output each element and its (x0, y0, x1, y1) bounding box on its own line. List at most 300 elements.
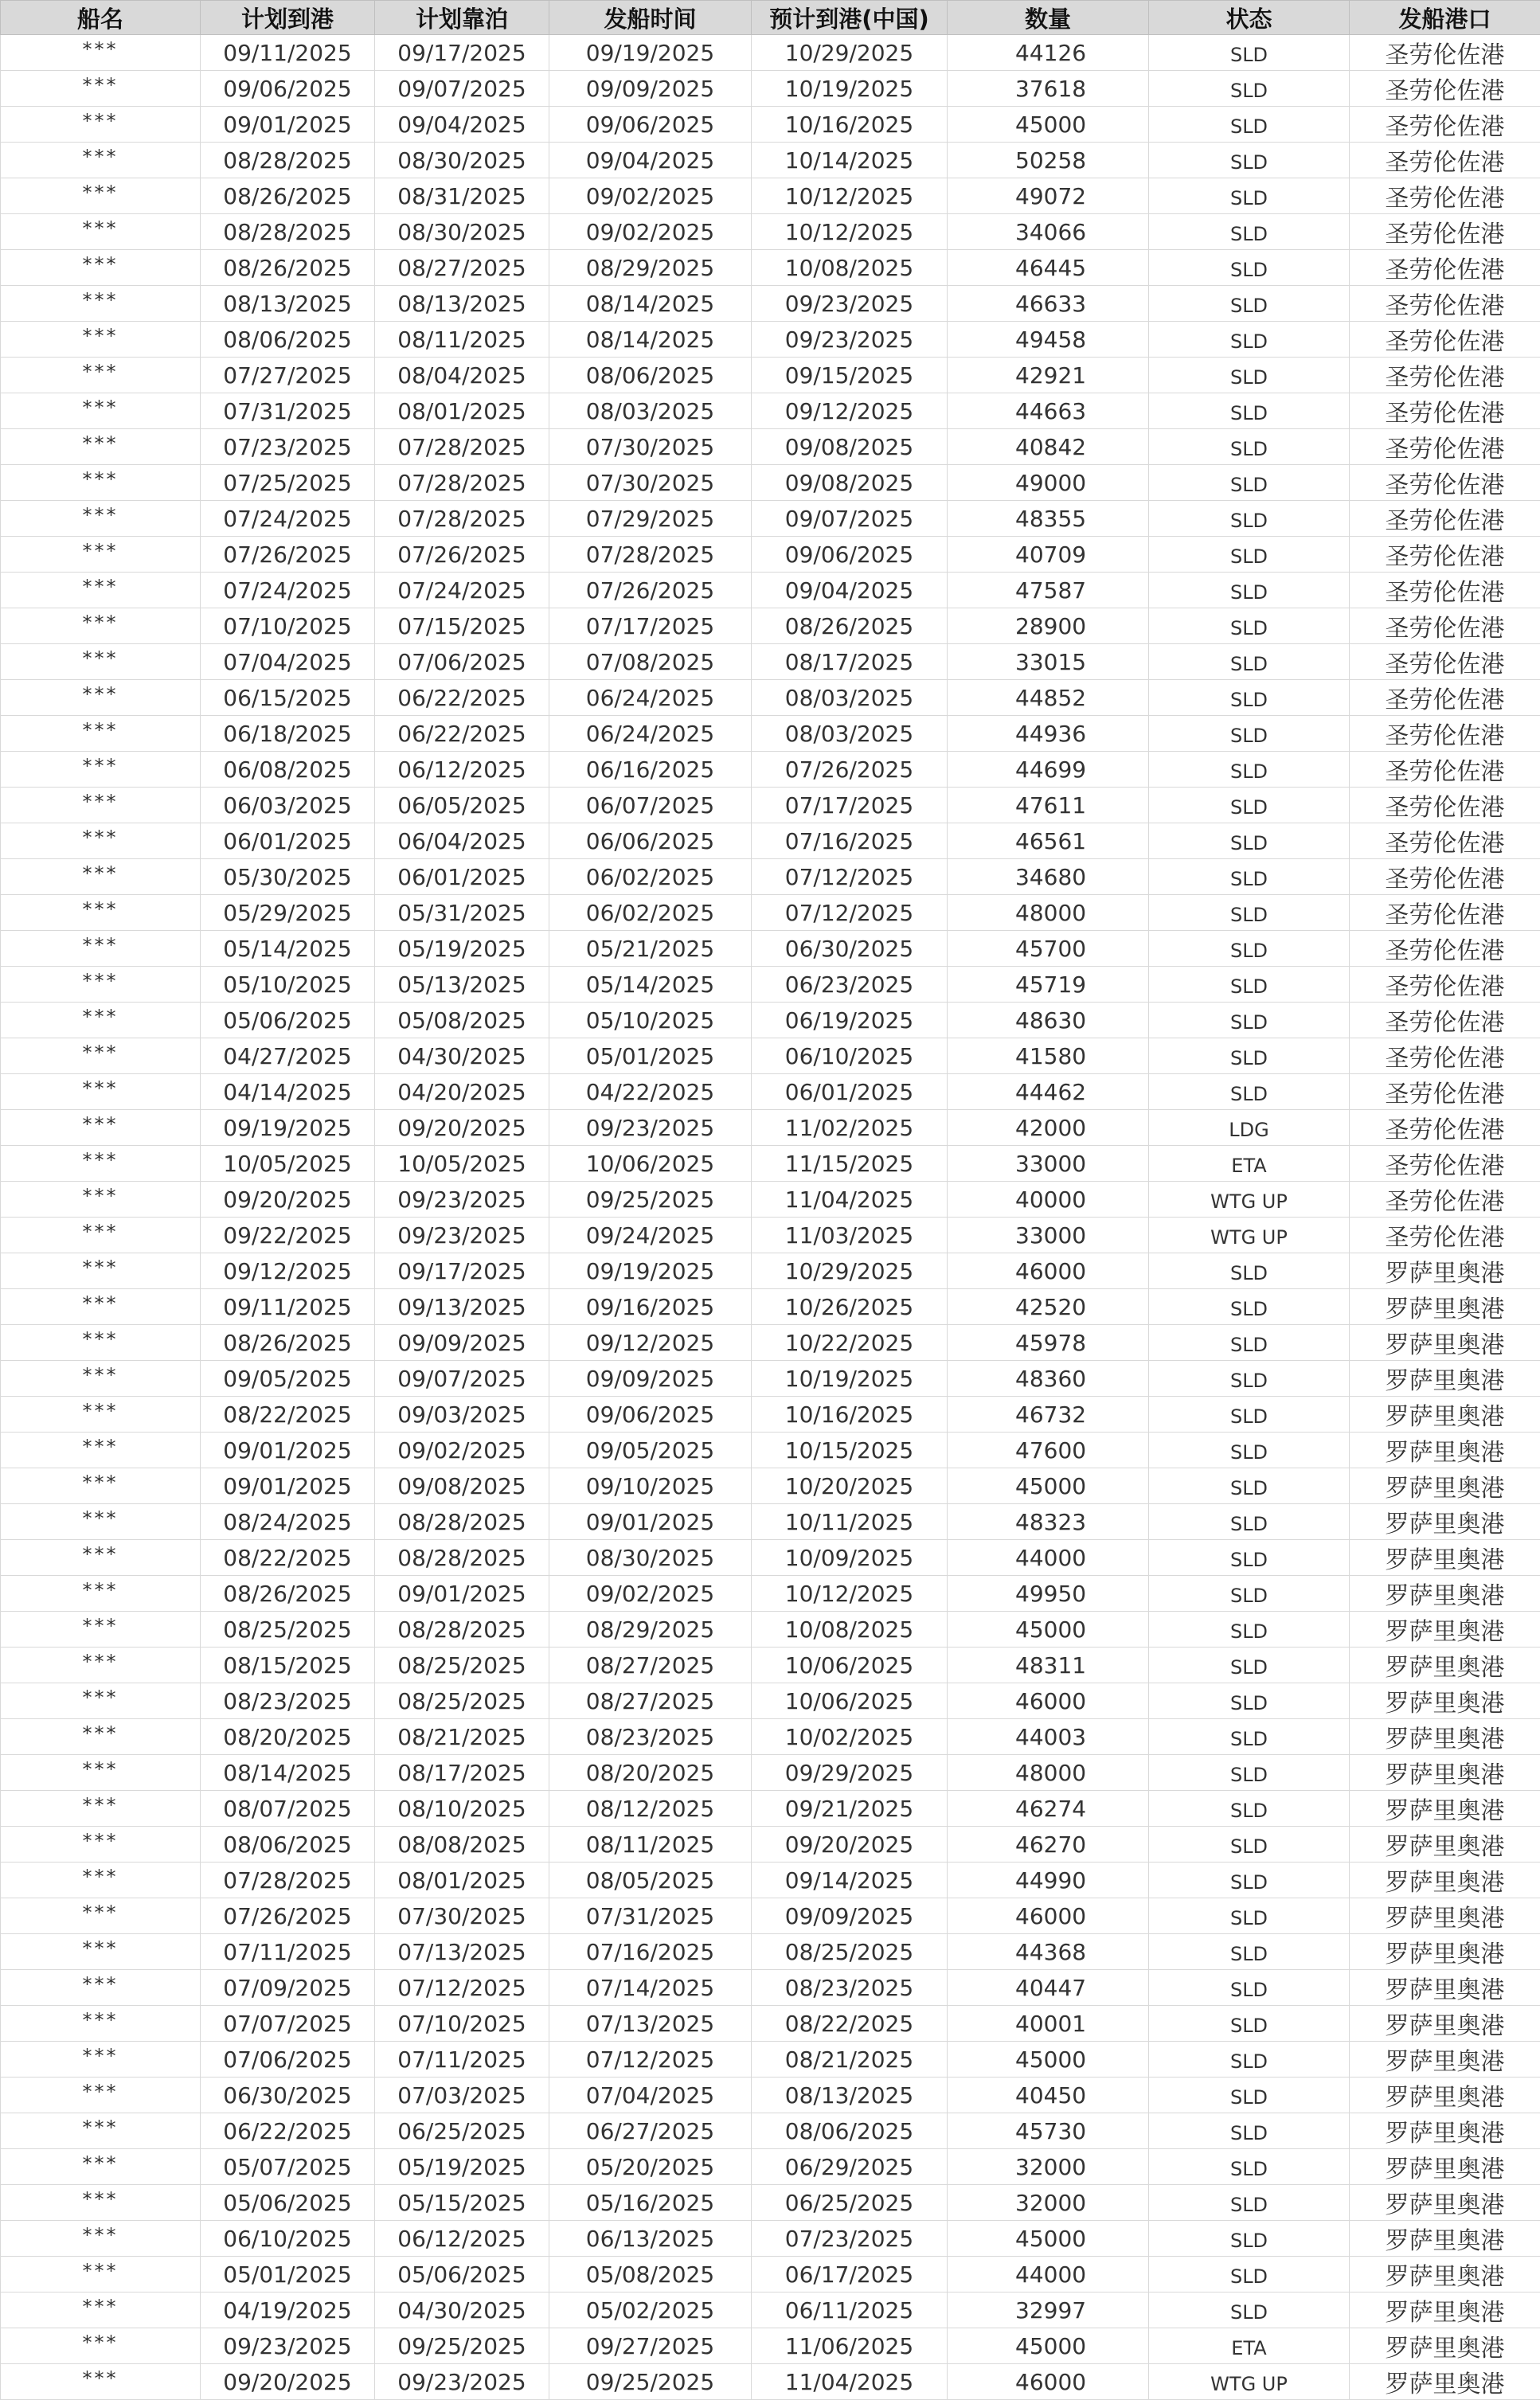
cell-planned-berthing[interactable]: 07/10/2025 (375, 2006, 549, 2042)
cell-planned-berthing[interactable]: 05/31/2025 (375, 895, 549, 931)
cell-departure-time[interactable]: 08/06/2025 (549, 358, 752, 393)
cell-departure-time[interactable]: 06/07/2025 (549, 788, 752, 823)
cell-planned-berthing[interactable]: 07/03/2025 (375, 2078, 549, 2113)
cell-status[interactable]: SLD (1149, 608, 1350, 644)
cell-planned-arrival[interactable]: 07/24/2025 (201, 573, 375, 608)
cell-quantity[interactable]: 46000 (948, 2364, 1149, 2400)
cell-status[interactable]: LDG (1149, 1110, 1350, 1146)
cell-status[interactable]: SLD (1149, 1612, 1350, 1648)
cell-ship-name[interactable]: *** (1, 107, 201, 143)
cell-ship-name[interactable]: *** (1, 895, 201, 931)
cell-quantity[interactable]: 40447 (948, 1970, 1149, 2006)
cell-port[interactable]: 圣劳伦佐港 (1350, 608, 1540, 644)
cell-quantity[interactable]: 45719 (948, 967, 1149, 1003)
cell-status[interactable]: SLD (1149, 1648, 1350, 1683)
cell-port[interactable]: 罗萨里奥港 (1350, 1397, 1540, 1433)
cell-quantity[interactable]: 34066 (948, 214, 1149, 250)
cell-planned-arrival[interactable]: 09/22/2025 (201, 1218, 375, 1253)
cell-departure-time[interactable]: 05/21/2025 (549, 931, 752, 967)
cell-departure-time[interactable]: 09/09/2025 (549, 71, 752, 107)
cell-port[interactable]: 圣劳伦佐港 (1350, 716, 1540, 752)
cell-planned-berthing[interactable]: 08/28/2025 (375, 1504, 549, 1540)
cell-planned-berthing[interactable]: 05/06/2025 (375, 2257, 549, 2293)
cell-status[interactable]: SLD (1149, 250, 1350, 286)
cell-planned-arrival[interactable]: 09/19/2025 (201, 1110, 375, 1146)
cell-planned-arrival[interactable]: 07/06/2025 (201, 2042, 375, 2078)
cell-planned-berthing[interactable]: 07/06/2025 (375, 644, 549, 680)
cell-ship-name[interactable]: *** (1, 286, 201, 322)
cell-status[interactable]: SLD (1149, 2042, 1350, 2078)
cell-departure-time[interactable]: 08/11/2025 (549, 1827, 752, 1863)
cell-quantity[interactable]: 32000 (948, 2149, 1149, 2185)
cell-quantity[interactable]: 46732 (948, 1397, 1149, 1433)
cell-port[interactable]: 圣劳伦佐港 (1350, 178, 1540, 214)
cell-status[interactable]: SLD (1149, 2006, 1350, 2042)
cell-eta-china[interactable]: 09/06/2025 (752, 537, 948, 573)
cell-status[interactable]: SLD (1149, 2149, 1350, 2185)
cell-planned-arrival[interactable]: 08/26/2025 (201, 178, 375, 214)
cell-ship-name[interactable]: *** (1, 1325, 201, 1361)
cell-port[interactable]: 罗萨里奥港 (1350, 2328, 1540, 2364)
cell-planned-arrival[interactable]: 07/07/2025 (201, 2006, 375, 2042)
cell-departure-time[interactable]: 09/24/2025 (549, 1218, 752, 1253)
cell-status[interactable]: SLD (1149, 358, 1350, 393)
cell-planned-arrival[interactable]: 08/25/2025 (201, 1612, 375, 1648)
cell-port[interactable]: 圣劳伦佐港 (1350, 1182, 1540, 1218)
cell-eta-china[interactable]: 11/03/2025 (752, 1218, 948, 1253)
cell-port[interactable]: 罗萨里奥港 (1350, 2221, 1540, 2257)
cell-planned-arrival[interactable]: 08/28/2025 (201, 143, 375, 178)
cell-eta-china[interactable]: 08/26/2025 (752, 608, 948, 644)
cell-ship-name[interactable]: *** (1, 1253, 201, 1289)
cell-eta-china[interactable]: 10/06/2025 (752, 1683, 948, 1719)
cell-quantity[interactable]: 33000 (948, 1218, 1149, 1253)
cell-planned-arrival[interactable]: 08/07/2025 (201, 1791, 375, 1827)
cell-quantity[interactable]: 33000 (948, 1146, 1149, 1182)
cell-quantity[interactable]: 40001 (948, 2006, 1149, 2042)
cell-status[interactable]: SLD (1149, 465, 1350, 501)
cell-planned-berthing[interactable]: 07/11/2025 (375, 2042, 549, 2078)
cell-eta-china[interactable]: 10/02/2025 (752, 1719, 948, 1755)
cell-eta-china[interactable]: 10/08/2025 (752, 250, 948, 286)
cell-eta-china[interactable]: 09/21/2025 (752, 1791, 948, 1827)
cell-planned-berthing[interactable]: 08/08/2025 (375, 1827, 549, 1863)
cell-planned-arrival[interactable]: 06/03/2025 (201, 788, 375, 823)
cell-eta-china[interactable]: 10/19/2025 (752, 71, 948, 107)
cell-ship-name[interactable]: *** (1, 2042, 201, 2078)
cell-status[interactable]: SLD (1149, 752, 1350, 788)
cell-ship-name[interactable]: *** (1, 680, 201, 716)
cell-quantity[interactable]: 45978 (948, 1325, 1149, 1361)
cell-quantity[interactable]: 44000 (948, 1540, 1149, 1576)
cell-planned-arrival[interactable]: 04/27/2025 (201, 1038, 375, 1074)
cell-planned-berthing[interactable]: 07/13/2025 (375, 1934, 549, 1970)
cell-ship-name[interactable]: *** (1, 250, 201, 286)
cell-departure-time[interactable]: 06/02/2025 (549, 895, 752, 931)
cell-port[interactable]: 罗萨里奥港 (1350, 1468, 1540, 1504)
cell-port[interactable]: 罗萨里奥港 (1350, 1683, 1540, 1719)
cell-planned-berthing[interactable]: 07/12/2025 (375, 1970, 549, 2006)
cell-quantity[interactable]: 42921 (948, 358, 1149, 393)
cell-port[interactable]: 圣劳伦佐港 (1350, 788, 1540, 823)
cell-quantity[interactable]: 32997 (948, 2293, 1149, 2328)
cell-planned-berthing[interactable]: 08/25/2025 (375, 1683, 549, 1719)
cell-ship-name[interactable]: *** (1, 1612, 201, 1648)
cell-quantity[interactable]: 44663 (948, 393, 1149, 429)
cell-status[interactable]: SLD (1149, 537, 1350, 573)
cell-ship-name[interactable]: *** (1, 1074, 201, 1110)
cell-eta-china[interactable]: 07/16/2025 (752, 823, 948, 859)
cell-ship-name[interactable]: *** (1, 823, 201, 859)
cell-quantity[interactable]: 44000 (948, 2257, 1149, 2293)
cell-planned-arrival[interactable]: 07/23/2025 (201, 429, 375, 465)
cell-port[interactable]: 圣劳伦佐港 (1350, 214, 1540, 250)
cell-status[interactable]: SLD (1149, 967, 1350, 1003)
cell-eta-china[interactable]: 09/12/2025 (752, 393, 948, 429)
cell-status[interactable]: SLD (1149, 1253, 1350, 1289)
cell-quantity[interactable]: 46000 (948, 1683, 1149, 1719)
cell-departure-time[interactable]: 09/06/2025 (549, 1397, 752, 1433)
cell-ship-name[interactable]: *** (1, 1719, 201, 1755)
cell-status[interactable]: SLD (1149, 1934, 1350, 1970)
cell-planned-berthing[interactable]: 07/28/2025 (375, 465, 549, 501)
cell-planned-arrival[interactable]: 05/29/2025 (201, 895, 375, 931)
cell-eta-china[interactable]: 11/04/2025 (752, 1182, 948, 1218)
cell-status[interactable]: WTG UP (1149, 2364, 1350, 2400)
cell-planned-berthing[interactable]: 08/30/2025 (375, 214, 549, 250)
cell-status[interactable]: SLD (1149, 71, 1350, 107)
cell-planned-arrival[interactable]: 08/06/2025 (201, 322, 375, 358)
cell-planned-berthing[interactable]: 08/28/2025 (375, 1612, 549, 1648)
cell-quantity[interactable]: 48000 (948, 1755, 1149, 1791)
cell-planned-berthing[interactable]: 09/07/2025 (375, 71, 549, 107)
cell-eta-china[interactable]: 10/26/2025 (752, 1289, 948, 1325)
cell-port[interactable]: 圣劳伦佐港 (1350, 286, 1540, 322)
cell-ship-name[interactable]: *** (1, 71, 201, 107)
cell-planned-berthing[interactable]: 09/25/2025 (375, 2328, 549, 2364)
cell-quantity[interactable]: 28900 (948, 608, 1149, 644)
cell-status[interactable]: SLD (1149, 178, 1350, 214)
cell-planned-arrival[interactable]: 05/30/2025 (201, 859, 375, 895)
cell-ship-name[interactable]: *** (1, 35, 201, 71)
cell-status[interactable]: SLD (1149, 1003, 1350, 1038)
cell-quantity[interactable]: 45000 (948, 2328, 1149, 2364)
cell-port[interactable]: 圣劳伦佐港 (1350, 680, 1540, 716)
cell-planned-berthing[interactable]: 06/01/2025 (375, 859, 549, 895)
cell-planned-arrival[interactable]: 07/10/2025 (201, 608, 375, 644)
cell-departure-time[interactable]: 07/31/2025 (549, 1898, 752, 1934)
cell-planned-arrival[interactable]: 06/22/2025 (201, 2113, 375, 2149)
cell-ship-name[interactable]: *** (1, 322, 201, 358)
cell-eta-china[interactable]: 06/30/2025 (752, 931, 948, 967)
cell-planned-arrival[interactable]: 08/23/2025 (201, 1683, 375, 1719)
cell-eta-china[interactable]: 10/09/2025 (752, 1540, 948, 1576)
cell-eta-china[interactable]: 10/29/2025 (752, 1253, 948, 1289)
cell-ship-name[interactable]: *** (1, 1827, 201, 1863)
cell-ship-name[interactable]: *** (1, 1468, 201, 1504)
cell-port[interactable]: 圣劳伦佐港 (1350, 931, 1540, 967)
cell-port[interactable]: 罗萨里奥港 (1350, 1361, 1540, 1397)
cell-departure-time[interactable]: 08/27/2025 (549, 1648, 752, 1683)
cell-planned-arrival[interactable]: 08/14/2025 (201, 1755, 375, 1791)
cell-quantity[interactable]: 44462 (948, 1074, 1149, 1110)
cell-port[interactable]: 罗萨里奥港 (1350, 1934, 1540, 1970)
cell-status[interactable]: ETA (1149, 1146, 1350, 1182)
cell-status[interactable]: SLD (1149, 1719, 1350, 1755)
cell-planned-arrival[interactable]: 07/28/2025 (201, 1863, 375, 1898)
cell-status[interactable]: SLD (1149, 1325, 1350, 1361)
cell-quantity[interactable]: 49072 (948, 178, 1149, 214)
cell-eta-china[interactable]: 10/16/2025 (752, 1397, 948, 1433)
cell-planned-arrival[interactable]: 06/01/2025 (201, 823, 375, 859)
cell-status[interactable]: SLD (1149, 1433, 1350, 1468)
cell-quantity[interactable]: 46000 (948, 1253, 1149, 1289)
cell-ship-name[interactable]: *** (1, 2006, 201, 2042)
cell-status[interactable]: SLD (1149, 286, 1350, 322)
cell-planned-arrival[interactable]: 08/13/2025 (201, 286, 375, 322)
cell-planned-berthing[interactable]: 09/17/2025 (375, 1253, 549, 1289)
cell-planned-berthing[interactable]: 07/15/2025 (375, 608, 549, 644)
cell-planned-arrival[interactable]: 05/07/2025 (201, 2149, 375, 2185)
cell-eta-china[interactable]: 09/07/2025 (752, 501, 948, 537)
cell-ship-name[interactable]: *** (1, 214, 201, 250)
cell-departure-time[interactable]: 05/02/2025 (549, 2293, 752, 2328)
cell-eta-china[interactable]: 09/14/2025 (752, 1863, 948, 1898)
cell-planned-berthing[interactable]: 07/28/2025 (375, 501, 549, 537)
cell-departure-time[interactable]: 07/12/2025 (549, 2042, 752, 2078)
cell-ship-name[interactable]: *** (1, 931, 201, 967)
cell-planned-arrival[interactable]: 04/14/2025 (201, 1074, 375, 1110)
cell-planned-arrival[interactable]: 08/24/2025 (201, 1504, 375, 1540)
cell-planned-arrival[interactable]: 08/28/2025 (201, 214, 375, 250)
cell-departure-time[interactable]: 09/10/2025 (549, 1468, 752, 1504)
cell-departure-time[interactable]: 08/03/2025 (549, 393, 752, 429)
cell-planned-arrival[interactable]: 06/08/2025 (201, 752, 375, 788)
cell-departure-time[interactable]: 07/04/2025 (549, 2078, 752, 2113)
cell-planned-arrival[interactable]: 09/05/2025 (201, 1361, 375, 1397)
cell-port[interactable]: 罗萨里奥港 (1350, 1827, 1540, 1863)
cell-port[interactable]: 罗萨里奥港 (1350, 1755, 1540, 1791)
cell-quantity[interactable]: 50258 (948, 143, 1149, 178)
cell-ship-name[interactable]: *** (1, 2364, 201, 2400)
cell-quantity[interactable]: 48355 (948, 501, 1149, 537)
cell-ship-name[interactable]: *** (1, 429, 201, 465)
cell-ship-name[interactable]: *** (1, 358, 201, 393)
cell-planned-berthing[interactable]: 09/03/2025 (375, 1397, 549, 1433)
cell-ship-name[interactable]: *** (1, 608, 201, 644)
cell-planned-berthing[interactable]: 05/15/2025 (375, 2185, 549, 2221)
cell-quantity[interactable]: 46000 (948, 1898, 1149, 1934)
cell-ship-name[interactable]: *** (1, 1576, 201, 1612)
cell-eta-china[interactable]: 08/25/2025 (752, 1934, 948, 1970)
cell-departure-time[interactable]: 09/19/2025 (549, 1253, 752, 1289)
cell-port[interactable]: 罗萨里奥港 (1350, 1325, 1540, 1361)
cell-departure-time[interactable]: 05/10/2025 (549, 1003, 752, 1038)
cell-ship-name[interactable]: *** (1, 2293, 201, 2328)
cell-eta-china[interactable]: 09/29/2025 (752, 1755, 948, 1791)
cell-departure-time[interactable]: 07/30/2025 (549, 465, 752, 501)
cell-status[interactable]: SLD (1149, 1504, 1350, 1540)
cell-ship-name[interactable]: *** (1, 1110, 201, 1146)
cell-planned-berthing[interactable]: 09/08/2025 (375, 1468, 549, 1504)
cell-eta-china[interactable]: 10/15/2025 (752, 1433, 948, 1468)
cell-planned-berthing[interactable]: 06/25/2025 (375, 2113, 549, 2149)
cell-status[interactable]: SLD (1149, 1898, 1350, 1934)
cell-status[interactable]: SLD (1149, 895, 1350, 931)
cell-ship-name[interactable]: *** (1, 2149, 201, 2185)
cell-planned-arrival[interactable]: 06/18/2025 (201, 716, 375, 752)
cell-departure-time[interactable]: 07/30/2025 (549, 429, 752, 465)
cell-ship-name[interactable]: *** (1, 788, 201, 823)
cell-departure-time[interactable]: 09/19/2025 (549, 35, 752, 71)
cell-ship-name[interactable]: *** (1, 501, 201, 537)
cell-quantity[interactable]: 44936 (948, 716, 1149, 752)
cell-planned-arrival[interactable]: 07/04/2025 (201, 644, 375, 680)
cell-port[interactable]: 罗萨里奥港 (1350, 2257, 1540, 2293)
cell-port[interactable]: 罗萨里奥港 (1350, 1504, 1540, 1540)
cell-eta-china[interactable]: 08/22/2025 (752, 2006, 948, 2042)
cell-planned-berthing[interactable]: 05/13/2025 (375, 967, 549, 1003)
cell-departure-time[interactable]: 09/02/2025 (549, 1576, 752, 1612)
cell-planned-berthing[interactable]: 08/25/2025 (375, 1648, 549, 1683)
cell-status[interactable]: SLD (1149, 2185, 1350, 2221)
cell-status[interactable]: SLD (1149, 1791, 1350, 1827)
cell-ship-name[interactable]: *** (1, 1934, 201, 1970)
cell-planned-arrival[interactable]: 08/15/2025 (201, 1648, 375, 1683)
cell-planned-berthing[interactable]: 06/05/2025 (375, 788, 549, 823)
cell-planned-berthing[interactable]: 09/02/2025 (375, 1433, 549, 1468)
cell-eta-china[interactable]: 10/12/2025 (752, 178, 948, 214)
cell-port[interactable]: 罗萨里奥港 (1350, 1898, 1540, 1934)
cell-status[interactable]: SLD (1149, 1468, 1350, 1504)
cell-planned-arrival[interactable]: 04/19/2025 (201, 2293, 375, 2328)
cell-planned-berthing[interactable]: 08/28/2025 (375, 1540, 549, 1576)
cell-planned-arrival[interactable]: 07/24/2025 (201, 501, 375, 537)
cell-planned-arrival[interactable]: 05/01/2025 (201, 2257, 375, 2293)
cell-quantity[interactable]: 33015 (948, 644, 1149, 680)
cell-planned-berthing[interactable]: 08/10/2025 (375, 1791, 549, 1827)
cell-planned-berthing[interactable]: 08/04/2025 (375, 358, 549, 393)
cell-eta-china[interactable]: 06/19/2025 (752, 1003, 948, 1038)
cell-ship-name[interactable]: *** (1, 1898, 201, 1934)
cell-departure-time[interactable]: 08/29/2025 (549, 1612, 752, 1648)
cell-departure-time[interactable]: 07/14/2025 (549, 1970, 752, 2006)
cell-ship-name[interactable]: *** (1, 859, 201, 895)
cell-departure-time[interactable]: 07/16/2025 (549, 1934, 752, 1970)
cell-planned-arrival[interactable]: 07/26/2025 (201, 1898, 375, 1934)
cell-quantity[interactable]: 46633 (948, 286, 1149, 322)
cell-planned-berthing[interactable]: 06/22/2025 (375, 716, 549, 752)
cell-planned-arrival[interactable]: 05/06/2025 (201, 2185, 375, 2221)
cell-status[interactable]: SLD (1149, 2221, 1350, 2257)
cell-planned-arrival[interactable]: 10/05/2025 (201, 1146, 375, 1182)
cell-planned-arrival[interactable]: 09/23/2025 (201, 2328, 375, 2364)
cell-port[interactable]: 圣劳伦佐港 (1350, 393, 1540, 429)
cell-ship-name[interactable]: *** (1, 465, 201, 501)
cell-port[interactable]: 罗萨里奥港 (1350, 1719, 1540, 1755)
cell-status[interactable]: SLD (1149, 788, 1350, 823)
cell-planned-berthing[interactable]: 05/19/2025 (375, 2149, 549, 2185)
cell-departure-time[interactable]: 07/17/2025 (549, 608, 752, 644)
cell-status[interactable]: SLD (1149, 1970, 1350, 2006)
cell-quantity[interactable]: 45000 (948, 1468, 1149, 1504)
cell-planned-arrival[interactable]: 09/11/2025 (201, 35, 375, 71)
cell-quantity[interactable]: 46270 (948, 1827, 1149, 1863)
cell-port[interactable]: 罗萨里奥港 (1350, 2113, 1540, 2149)
cell-status[interactable]: SLD (1149, 1038, 1350, 1074)
cell-departure-time[interactable]: 07/26/2025 (549, 573, 752, 608)
cell-status[interactable]: SLD (1149, 2078, 1350, 2113)
cell-ship-name[interactable]: *** (1, 1540, 201, 1576)
cell-port[interactable]: 圣劳伦佐港 (1350, 967, 1540, 1003)
cell-quantity[interactable]: 44852 (948, 680, 1149, 716)
cell-departure-time[interactable]: 08/30/2025 (549, 1540, 752, 1576)
header-ship-name[interactable]: 船名 (1, 1, 201, 35)
cell-status[interactable]: SLD (1149, 823, 1350, 859)
cell-planned-berthing[interactable]: 08/31/2025 (375, 178, 549, 214)
cell-planned-berthing[interactable]: 09/17/2025 (375, 35, 549, 71)
cell-eta-china[interactable]: 08/13/2025 (752, 2078, 948, 2113)
cell-status[interactable]: SLD (1149, 573, 1350, 608)
cell-planned-berthing[interactable]: 04/30/2025 (375, 2293, 549, 2328)
cell-port[interactable]: 圣劳伦佐港 (1350, 1003, 1540, 1038)
cell-eta-china[interactable]: 06/29/2025 (752, 2149, 948, 2185)
cell-planned-arrival[interactable]: 09/01/2025 (201, 107, 375, 143)
cell-eta-china[interactable]: 06/11/2025 (752, 2293, 948, 2328)
cell-eta-china[interactable]: 09/20/2025 (752, 1827, 948, 1863)
cell-planned-berthing[interactable]: 09/20/2025 (375, 1110, 549, 1146)
cell-status[interactable]: SLD (1149, 429, 1350, 465)
cell-port[interactable]: 圣劳伦佐港 (1350, 35, 1540, 71)
cell-departure-time[interactable]: 07/28/2025 (549, 537, 752, 573)
cell-departure-time[interactable]: 04/22/2025 (549, 1074, 752, 1110)
cell-status[interactable]: SLD (1149, 107, 1350, 143)
cell-eta-china[interactable]: 10/11/2025 (752, 1504, 948, 1540)
cell-planned-berthing[interactable]: 06/22/2025 (375, 680, 549, 716)
cell-departure-time[interactable]: 09/06/2025 (549, 107, 752, 143)
cell-eta-china[interactable]: 06/25/2025 (752, 2185, 948, 2221)
cell-quantity[interactable]: 47600 (948, 1433, 1149, 1468)
cell-quantity[interactable]: 41580 (948, 1038, 1149, 1074)
cell-ship-name[interactable]: *** (1, 1146, 201, 1182)
cell-departure-time[interactable]: 05/14/2025 (549, 967, 752, 1003)
cell-eta-china[interactable]: 07/12/2025 (752, 859, 948, 895)
cell-planned-berthing[interactable]: 05/08/2025 (375, 1003, 549, 1038)
cell-ship-name[interactable]: *** (1, 1289, 201, 1325)
header-port[interactable]: 发船港口 (1350, 1, 1540, 35)
cell-port[interactable]: 罗萨里奥港 (1350, 1648, 1540, 1683)
cell-quantity[interactable]: 44990 (948, 1863, 1149, 1898)
cell-eta-china[interactable]: 10/29/2025 (752, 35, 948, 71)
cell-port[interactable]: 罗萨里奥港 (1350, 1576, 1540, 1612)
cell-planned-berthing[interactable]: 07/26/2025 (375, 537, 549, 573)
cell-departure-time[interactable]: 08/12/2025 (549, 1791, 752, 1827)
cell-status[interactable]: SLD (1149, 1397, 1350, 1433)
cell-departure-time[interactable]: 06/06/2025 (549, 823, 752, 859)
cell-departure-time[interactable]: 05/08/2025 (549, 2257, 752, 2293)
cell-port[interactable]: 圣劳伦佐港 (1350, 429, 1540, 465)
cell-port[interactable]: 圣劳伦佐港 (1350, 752, 1540, 788)
cell-quantity[interactable]: 45000 (948, 2221, 1149, 2257)
cell-planned-berthing[interactable]: 08/01/2025 (375, 393, 549, 429)
cell-ship-name[interactable]: *** (1, 393, 201, 429)
cell-port[interactable]: 圣劳伦佐港 (1350, 823, 1540, 859)
cell-departure-time[interactable]: 09/02/2025 (549, 214, 752, 250)
header-eta-china[interactable]: 预计到港(中国) (752, 1, 948, 35)
cell-port[interactable]: 罗萨里奥港 (1350, 2078, 1540, 2113)
cell-ship-name[interactable]: *** (1, 537, 201, 573)
cell-departure-time[interactable]: 09/04/2025 (549, 143, 752, 178)
